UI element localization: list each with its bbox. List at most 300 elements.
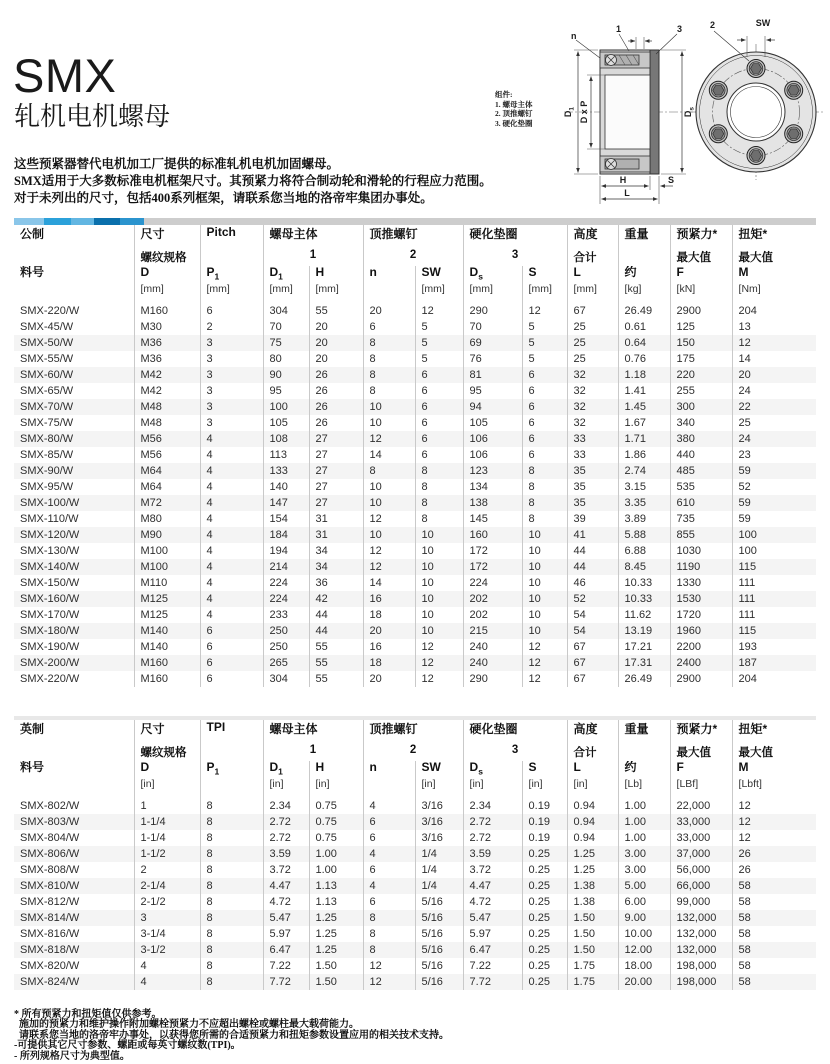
value-cell: 10 (522, 591, 567, 607)
table-row (14, 894, 816, 910)
value-cell: 3.59 (263, 846, 309, 862)
value-cell: 3.15 (618, 479, 670, 495)
value-cell: 111 (732, 607, 816, 623)
value-cell: 32 (567, 415, 618, 431)
value-cell: 10 (522, 527, 567, 543)
part-no-cell: SMX-820/W (20, 960, 80, 972)
value-cell: 8 (363, 367, 415, 383)
group-nut-body: 螺母主体 (263, 720, 363, 744)
value-cell: 1.50 (567, 910, 618, 926)
value-cell: 55 (309, 303, 363, 319)
description-line: SMX适用于大多数标准电机框架尺寸。其预紧力将符合制动轮和滑轮的行程应力范围。 (14, 174, 492, 188)
value-cell: 0.94 (567, 830, 618, 846)
value-cell: 0.25 (522, 878, 567, 894)
value-cell: 14 (363, 575, 415, 591)
value-cell: 33,000 (670, 830, 732, 846)
value-cell: 10 (415, 575, 463, 591)
value-cell: 1030 (670, 543, 732, 559)
group-weight: 重量 (618, 225, 670, 249)
value-cell: 198,000 (670, 958, 732, 974)
col-d1: $D_1$ [in] (263, 761, 309, 798)
value-cell: 100 (732, 527, 816, 543)
value-cell: 224 (463, 575, 522, 591)
part-no-cell: SMX-804/W (20, 832, 80, 844)
value-cell: 4 (134, 958, 200, 974)
legend-item: 2. 顶推螺钉 (495, 109, 533, 118)
value-cell: 5.00 (618, 878, 670, 894)
value-cell: M110 (134, 575, 200, 591)
value-cell: 67 (567, 639, 618, 655)
value-cell: M42 (134, 383, 200, 399)
value-cell: 4 (200, 511, 263, 527)
value-cell: 27 (309, 495, 363, 511)
value-cell: 215 (463, 623, 522, 639)
value-cell: 1.25 (309, 910, 363, 926)
value-cell: 5/16 (415, 910, 463, 926)
value-cell: 8 (200, 926, 263, 942)
value-cell: 3.59 (463, 846, 522, 862)
col-l: L [in] (567, 761, 618, 798)
value-cell: 3 (200, 399, 263, 415)
value-cell: 202 (463, 591, 522, 607)
value-cell: 4.47 (463, 878, 522, 894)
table-row (14, 543, 816, 559)
value-cell: 255 (670, 383, 732, 399)
value-cell: 2.34 (463, 798, 522, 814)
value-cell: 224 (263, 591, 309, 607)
value-cell: 54 (567, 607, 618, 623)
value-cell: 81 (463, 367, 522, 383)
value-cell: 8 (522, 511, 567, 527)
value-cell: 34 (309, 543, 363, 559)
value-cell: 8 (200, 798, 263, 814)
value-cell: 26 (309, 367, 363, 383)
value-cell: 0.19 (522, 814, 567, 830)
value-cell: 8 (200, 942, 263, 958)
value-cell: 59 (732, 495, 816, 511)
table-row (14, 591, 816, 607)
table-row (14, 639, 816, 655)
part-no-cell: SMX-65/W (20, 385, 74, 397)
value-cell: 32 (567, 367, 618, 383)
value-cell: 10 (415, 559, 463, 575)
value-cell: 304 (263, 671, 309, 687)
jack-bolt (747, 147, 765, 165)
value-cell: 12 (363, 511, 415, 527)
value-cell: 3/16 (415, 814, 463, 830)
sub-max-m: 最大值 (732, 744, 816, 761)
accent-seg (120, 218, 144, 225)
value-cell: 106 (463, 447, 522, 463)
value-cell: 175 (670, 351, 732, 367)
value-cell: 115 (732, 559, 816, 575)
col-sw: SW [in] (415, 761, 463, 798)
value-cell: 12 (522, 303, 567, 319)
value-cell: 105 (263, 415, 309, 431)
sub-max-m: 最大值 (732, 249, 816, 266)
value-cell: M90 (134, 527, 200, 543)
group-height: 高度 (567, 720, 618, 744)
legend-item: 3. 硬化垫圈 (495, 118, 533, 128)
value-cell: 7.22 (463, 958, 522, 974)
col-p1: $P_1$ [mm] (200, 266, 263, 303)
jack-bolt (785, 81, 803, 99)
value-cell: 132,000 (670, 942, 732, 958)
value-cell: 1-1/4 (134, 830, 200, 846)
value-cell: 58 (732, 958, 816, 974)
part-no-cell: SMX-55/W (20, 353, 74, 365)
value-cell: 1960 (670, 623, 732, 639)
value-cell: 1.25 (567, 862, 618, 878)
value-cell: 25 (567, 335, 618, 351)
value-cell: 11.62 (618, 607, 670, 623)
value-cell: 12 (363, 431, 415, 447)
group-height: 高度 (567, 225, 618, 249)
sub-part-2: 2 (363, 744, 463, 761)
value-cell: 6.88 (618, 543, 670, 559)
value-cell: 35 (567, 463, 618, 479)
value-cell: 1.13 (309, 894, 363, 910)
value-cell: 6 (415, 431, 463, 447)
value-cell: 5/16 (415, 974, 463, 990)
value-cell: 233 (263, 607, 309, 623)
value-cell: 7.22 (263, 958, 309, 974)
front-view (690, 18, 824, 180)
value-cell: 1720 (670, 607, 732, 623)
value-cell: 10 (363, 399, 415, 415)
value-cell: 18 (363, 607, 415, 623)
value-cell: 58 (732, 894, 816, 910)
value-cell: 108 (263, 431, 309, 447)
jack-bolt (747, 60, 765, 78)
value-cell: 8 (200, 894, 263, 910)
part-no-cell: SMX-90/W (20, 465, 74, 477)
value-cell: 26 (309, 383, 363, 399)
value-cell: 55 (309, 671, 363, 687)
col-weight: 约 [Lb] (618, 761, 670, 798)
value-cell: 1.41 (618, 383, 670, 399)
value-cell: 125 (670, 319, 732, 335)
value-cell: 3/16 (415, 830, 463, 846)
value-cell: 214 (263, 559, 309, 575)
dim-label-h: H (619, 175, 627, 185)
part-no-cell: SMX-80/W (20, 433, 74, 445)
value-cell: 1.00 (618, 798, 670, 814)
label-part1: 1 (616, 24, 622, 34)
value-cell: M56 (134, 431, 200, 447)
value-cell: 1.50 (567, 926, 618, 942)
value-cell: 70 (463, 319, 522, 335)
value-cell: 250 (263, 623, 309, 639)
value-cell: 265 (263, 655, 309, 671)
value-cell: 0.25 (522, 862, 567, 878)
group-preload: 预紧力* (670, 720, 732, 744)
value-cell: 58 (732, 910, 816, 926)
value-cell: 0.64 (618, 335, 670, 351)
value-cell: 76 (463, 351, 522, 367)
value-cell: 2 (200, 319, 263, 335)
value-cell: 8 (415, 479, 463, 495)
value-cell: 4 (200, 575, 263, 591)
col-n: n (363, 266, 415, 303)
footnote-line: * 所有预紧力和扭矩值仅供参考。 (14, 1009, 162, 1020)
value-cell: 1.50 (567, 942, 618, 958)
value-cell: 8 (363, 910, 415, 926)
dim-label-sw: SW (755, 18, 771, 28)
table-row (14, 942, 816, 958)
value-cell: 12 (522, 639, 567, 655)
value-cell: 8 (363, 383, 415, 399)
value-cell: 8 (522, 479, 567, 495)
value-cell: 13.19 (618, 623, 670, 639)
value-cell: 26 (309, 399, 363, 415)
value-cell: 8 (200, 862, 263, 878)
value-cell: 10 (522, 607, 567, 623)
value-cell: 220 (670, 367, 732, 383)
value-cell: 4 (200, 463, 263, 479)
value-cell: 2.72 (463, 814, 522, 830)
value-cell: 1.13 (309, 878, 363, 894)
jack-bolt (709, 81, 727, 99)
sub-total: 合计 (567, 744, 618, 761)
value-cell: 69 (463, 335, 522, 351)
value-cell: 12 (732, 798, 816, 814)
value-cell: 26 (309, 415, 363, 431)
value-cell: 300 (670, 399, 732, 415)
value-cell: 4 (200, 431, 263, 447)
value-cell: 224 (263, 575, 309, 591)
label-part2: 2 (710, 20, 716, 30)
parts-legend (495, 90, 533, 128)
value-cell: 6.47 (263, 942, 309, 958)
table-row (14, 511, 816, 527)
value-cell: 6 (363, 830, 415, 846)
part-no-cell: SMX-50/W (20, 337, 74, 349)
value-cell: 54 (567, 623, 618, 639)
value-cell: 240 (463, 639, 522, 655)
value-cell: 8 (363, 463, 415, 479)
value-cell: 8 (363, 351, 415, 367)
value-cell: M125 (134, 607, 200, 623)
value-cell: M64 (134, 479, 200, 495)
table-row (14, 671, 816, 687)
table-row (14, 926, 816, 942)
value-cell: 8 (415, 495, 463, 511)
value-cell: 6 (522, 447, 567, 463)
value-cell: 20 (363, 303, 415, 319)
part-no-cell: SMX-812/W (20, 896, 80, 908)
col-part-no: 料号 (20, 266, 45, 279)
value-cell: 12 (415, 639, 463, 655)
value-cell: 5/16 (415, 926, 463, 942)
value-cell: 31 (309, 511, 363, 527)
table-row (14, 974, 816, 990)
value-cell: 12 (522, 655, 567, 671)
table-row (14, 862, 816, 878)
value-cell: 1/4 (415, 862, 463, 878)
value-cell: 0.25 (522, 894, 567, 910)
value-cell: 105 (463, 415, 522, 431)
value-cell: 735 (670, 511, 732, 527)
value-cell: 380 (670, 431, 732, 447)
value-cell: 22,000 (670, 798, 732, 814)
value-cell: 24 (732, 431, 816, 447)
value-cell: 10 (522, 543, 567, 559)
value-cell: 3 (134, 910, 200, 926)
value-cell: 8 (415, 511, 463, 527)
spacer (14, 249, 134, 266)
value-cell: 240 (463, 655, 522, 671)
value-cell: 12 (363, 958, 415, 974)
value-cell: M160 (134, 671, 200, 687)
value-cell: 4 (200, 447, 263, 463)
accent-seg (94, 218, 120, 225)
value-cell: 1190 (670, 559, 732, 575)
value-cell: 52 (567, 591, 618, 607)
value-cell: 6.00 (618, 894, 670, 910)
col-n: n (363, 761, 415, 798)
technical-diagram (478, 8, 830, 210)
value-cell: 24 (732, 383, 816, 399)
value-cell: 4 (134, 974, 200, 990)
value-cell: 13 (732, 319, 816, 335)
value-cell: 1.25 (309, 926, 363, 942)
value-cell: 10 (415, 623, 463, 639)
value-cell: 4 (200, 495, 263, 511)
value-cell: 100 (263, 399, 309, 415)
col-ds: $D_s$ [mm] (463, 266, 522, 303)
value-cell: 111 (732, 591, 816, 607)
value-cell: 56,000 (670, 862, 732, 878)
table-row (14, 447, 816, 463)
col-d1: $D_1$ [mm] (263, 266, 309, 303)
footnote-line: - 所列规格尺寸为典型值。 (14, 1050, 130, 1062)
col-weight: 约 [kg] (618, 266, 670, 303)
spacer (200, 744, 263, 761)
value-cell: 115 (732, 623, 816, 639)
value-cell: 12 (363, 543, 415, 559)
dim-label-dxp: D x P (579, 100, 589, 124)
part-no-cell: SMX-803/W (20, 816, 80, 828)
value-cell: 27 (309, 463, 363, 479)
value-cell: 1 (134, 798, 200, 814)
value-cell: 10 (415, 607, 463, 623)
value-cell: M42 (134, 367, 200, 383)
value-cell: 5.88 (618, 527, 670, 543)
value-cell: 8 (522, 495, 567, 511)
value-cell: 80 (263, 351, 309, 367)
value-cell: 18.00 (618, 958, 670, 974)
part-no-cell: SMX-110/W (20, 513, 79, 525)
value-cell: 35 (567, 479, 618, 495)
value-cell: 10 (415, 543, 463, 559)
spacer (200, 249, 263, 266)
value-cell: M72 (134, 495, 200, 511)
value-cell: 1-1/4 (134, 814, 200, 830)
value-cell: M125 (134, 591, 200, 607)
value-cell: 35 (567, 495, 618, 511)
value-cell: M80 (134, 511, 200, 527)
table-system-label: 英制 (20, 722, 45, 736)
value-cell: 31 (309, 527, 363, 543)
value-cell: 204 (732, 303, 816, 319)
value-cell: 0.75 (309, 814, 363, 830)
value-cell: 5 (522, 335, 567, 351)
value-cell: 4 (363, 846, 415, 862)
part-no-cell: SMX-150/W (20, 577, 80, 589)
value-cell: 3 (200, 383, 263, 399)
value-cell: 5 (415, 319, 463, 335)
value-cell: 99,000 (670, 894, 732, 910)
spacer (618, 744, 670, 761)
group-torque: 扭矩* (732, 720, 816, 744)
value-cell: 67 (567, 671, 618, 687)
sub-total: 合计 (567, 249, 618, 266)
value-cell: 20 (363, 671, 415, 687)
value-cell: 10 (363, 495, 415, 511)
value-cell: 27 (309, 479, 363, 495)
col-h: H [in] (309, 761, 363, 798)
value-cell: 8 (522, 463, 567, 479)
col-p1: $P_1$ (200, 761, 263, 798)
value-cell: 20 (309, 351, 363, 367)
value-cell: 138 (463, 495, 522, 511)
value-cell: 2900 (670, 303, 732, 319)
value-cell: 6 (200, 639, 263, 655)
value-cell: 6 (200, 671, 263, 687)
value-cell: 202 (463, 607, 522, 623)
value-cell: 3.35 (618, 495, 670, 511)
value-cell: 194 (263, 543, 309, 559)
value-cell: 18 (363, 655, 415, 671)
metric-table (14, 225, 816, 687)
table-system-label: 公制 (20, 227, 45, 241)
value-cell: 58 (732, 878, 816, 894)
value-cell: 4 (200, 479, 263, 495)
value-cell: 55 (309, 655, 363, 671)
value-cell: 6 (415, 383, 463, 399)
value-cell: 1.00 (618, 830, 670, 846)
value-cell: 1-1/2 (134, 846, 200, 862)
col-l: L [mm] (567, 266, 618, 303)
value-cell: 132,000 (670, 926, 732, 942)
table-row (14, 463, 816, 479)
value-cell: 3.72 (463, 862, 522, 878)
value-cell: 22 (732, 399, 816, 415)
value-cell: 3-1/4 (134, 926, 200, 942)
group-nut-body: 螺母主体 (263, 225, 363, 249)
value-cell: 5/16 (415, 958, 463, 974)
col-s: S [mm] (522, 266, 567, 303)
jack-bolt (785, 125, 803, 143)
dim-label-ds: $D_s$ (683, 106, 696, 118)
part-no-cell: SMX-75/W (20, 417, 74, 429)
footnote-line: 施加的预紧力和维护操作附加螺栓预紧力不应超出螺栓或螺柱最大载荷能力。 (19, 1019, 359, 1031)
group-jack-screws: 顶推螺钉 (363, 720, 463, 744)
value-cell: 42 (309, 591, 363, 607)
value-cell: 90 (263, 367, 309, 383)
sub-part-1: 1 (263, 249, 363, 266)
value-cell: 290 (463, 303, 522, 319)
value-cell: M100 (134, 559, 200, 575)
value-cell: 8 (200, 958, 263, 974)
value-cell: 198,000 (670, 974, 732, 990)
value-cell: 5 (415, 335, 463, 351)
value-cell: 1.75 (567, 974, 618, 990)
value-cell: 0.25 (522, 958, 567, 974)
value-cell: 6 (522, 431, 567, 447)
value-cell: 0.94 (567, 798, 618, 814)
